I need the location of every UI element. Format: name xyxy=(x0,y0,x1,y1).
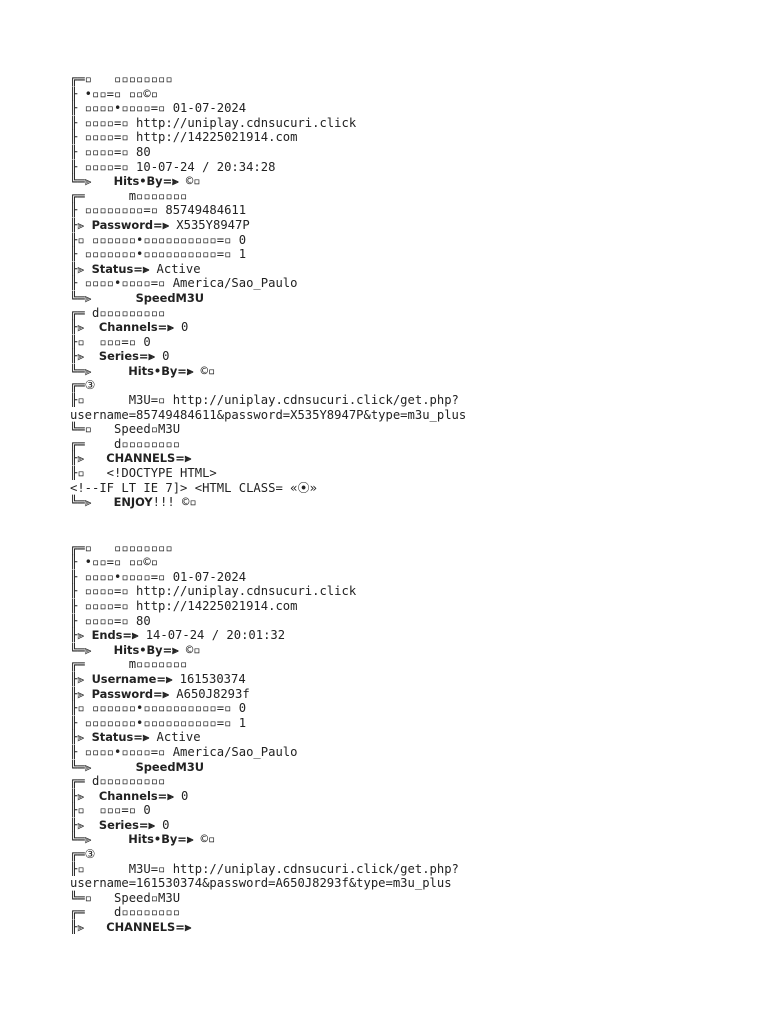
text-line xyxy=(70,701,760,716)
text-line xyxy=(70,832,760,847)
line-text: ╟⫸ xyxy=(70,628,92,643)
line-value: Active xyxy=(149,730,201,745)
line-text: ╚═⫸ xyxy=(70,495,114,510)
line-text: ╟ ▫▫▫▫=▫ http://14225021914.com xyxy=(70,130,298,145)
line-text: ╚═⫸ xyxy=(70,174,114,189)
text-line xyxy=(70,716,760,731)
line-text: ╚═⫸ xyxy=(70,290,136,305)
text-line xyxy=(70,481,760,496)
line-label-bold: CHANNELS=⫸ xyxy=(106,451,192,466)
line-text: ╟ ▫▫▫▫=▫ http://14225021914.com xyxy=(70,598,298,613)
line-text: ╟⫸ xyxy=(70,349,99,364)
line-value: ©▫ xyxy=(178,642,201,657)
line-text: ╟⫸ xyxy=(70,451,107,466)
line-text: ╟ ▫▫▫▫•▫▫▫▫=▫ 01-07-2024 xyxy=(70,569,247,584)
line-value: 0 xyxy=(154,349,170,364)
document-body xyxy=(70,72,760,935)
line-text: ╟▫ <!DOCTYPE HTML> xyxy=(70,466,217,481)
line-label-bold: SpeedM3U xyxy=(135,290,205,305)
line-text: ╟⫸ xyxy=(70,920,107,935)
text-line xyxy=(70,349,760,364)
line-label-bold: Password=⫸ xyxy=(91,217,169,232)
text-line xyxy=(70,116,760,131)
line-text: ╟ •▫▫=▫ ▫▫©▫ xyxy=(70,86,159,101)
text-line xyxy=(70,584,760,599)
text-line xyxy=(70,745,760,760)
text-line xyxy=(70,803,760,818)
text-line xyxy=(70,657,760,672)
text-line xyxy=(70,101,760,116)
text-line xyxy=(70,920,760,935)
text-line xyxy=(70,422,760,437)
line-text: ╔═ d▫▫▫▫▫▫▫▫▫ xyxy=(70,774,166,789)
line-text: ╟ ▫▫▫▫•▫▫▫▫=▫ America/Sao_Paulo xyxy=(70,276,298,291)
line-text: ╔═③ xyxy=(70,847,96,862)
text-line xyxy=(70,233,760,248)
line-text: ╟ ▫▫▫▫▫▫▫▫=▫ 85749484611 xyxy=(70,203,247,218)
text-line xyxy=(70,876,760,891)
text-line xyxy=(70,276,760,291)
line-text: ╚═⫸ xyxy=(70,363,129,378)
line-label-bold: Hits•By=⫸ xyxy=(113,642,179,657)
line-label-bold: Status=⫸ xyxy=(91,730,150,745)
line-text: ╟ ▫▫▫▫•▫▫▫▫=▫ 01-07-2024 xyxy=(70,101,247,116)
line-label-bold: SpeedM3U xyxy=(135,759,205,774)
line-label-bold: Hits•By=⫸ xyxy=(128,363,194,378)
line-text: username=85749484611&password=X535Y8947P&type=m3u_plus xyxy=(70,407,467,422)
line-text: ╔═▫ ▫▫▫▫▫▫▫▫ xyxy=(70,72,173,86)
line-text: ╔═ d▫▫▫▫▫▫▫▫ xyxy=(70,905,181,920)
line-label-bold: Series=⫸ xyxy=(98,349,155,364)
line-value: ©▫ xyxy=(193,363,216,378)
text-line xyxy=(70,364,760,379)
line-text: ╚═⫸ xyxy=(70,759,136,774)
line-text: ╔═▫ ▫▫▫▫▫▫▫▫ xyxy=(70,540,173,555)
text-line xyxy=(70,451,760,466)
line-text: ╟ ▫▫▫▫•▫▫▫▫=▫ America/Sao_Paulo xyxy=(70,744,298,759)
text-line xyxy=(70,599,760,614)
account-block xyxy=(70,541,760,935)
block-separator xyxy=(70,510,760,525)
line-text: ╟▫ ▫▫▫=▫ 0 xyxy=(70,803,151,818)
text-line xyxy=(70,774,760,789)
line-value: Active xyxy=(149,261,201,276)
line-label-bold: Ends=⫸ xyxy=(91,628,139,643)
text-line xyxy=(70,393,760,408)
text-line xyxy=(70,760,760,775)
text-line xyxy=(70,130,760,145)
text-line xyxy=(70,570,760,585)
line-text: ╟▫ ▫▫▫▫▫▫•▫▫▫▫▫▫▫▫▫▫=▫ 0 xyxy=(70,701,247,716)
line-value: 0 xyxy=(173,788,189,803)
line-label-bold: Hits•By=⫸ xyxy=(128,832,194,847)
line-text: ╟▫ ▫▫▫▫▫▫•▫▫▫▫▫▫▫▫▫▫=▫ 0 xyxy=(70,232,247,247)
text-line xyxy=(70,672,760,687)
line-text: ╟ ▫▫▫▫=▫ 80 xyxy=(70,613,151,628)
line-value: X535Y8947P xyxy=(168,217,250,232)
line-label-bold: Channels=⫸ xyxy=(98,320,174,335)
text-line xyxy=(70,262,760,277)
text-line xyxy=(70,291,760,306)
line-value: 0 xyxy=(154,817,170,832)
line-label-bold: Password=⫸ xyxy=(91,686,169,701)
text-line xyxy=(70,87,760,102)
text-line xyxy=(70,160,760,175)
line-text: ╟⫸ xyxy=(70,261,92,276)
line-text: ╚═▫ Speed▫M3U xyxy=(70,422,181,437)
line-text: ╟▫ ▫▫▫=▫ 0 xyxy=(70,334,151,349)
line-text: username=161530374&password=A650J8293f&type=m3u_plus xyxy=(70,876,452,891)
text-line xyxy=(70,437,760,452)
text-line xyxy=(70,335,760,350)
line-value: 0 xyxy=(173,320,189,335)
line-text: ╟⫸ xyxy=(70,817,99,832)
text-line xyxy=(70,189,760,204)
text-line xyxy=(70,247,760,262)
line-label-bold: Series=⫸ xyxy=(98,817,155,832)
text-line xyxy=(70,203,760,218)
line-value: 161530374 xyxy=(172,671,246,686)
line-label-bold: Channels=⫸ xyxy=(98,788,174,803)
line-text: ╟ ▫▫▫▫=▫ 10-07-24 / 20:34:28 xyxy=(70,159,276,174)
text-line xyxy=(70,730,760,745)
line-text: ╟ ▫▫▫▫=▫ http://uniplay.cdnsucuri.click xyxy=(70,115,357,130)
line-value: ©▫ xyxy=(178,174,201,189)
line-text: ╔═ m▫▫▫▫▫▫▫ xyxy=(70,657,188,672)
line-text: ╟▫ M3U=▫ http://uniplay.cdnsucuri.click/get.php? xyxy=(70,393,459,408)
line-label-bold: ENJOY xyxy=(113,495,153,510)
text-line xyxy=(70,555,760,570)
text-line xyxy=(70,905,760,920)
line-text: ╟⫸ xyxy=(70,320,99,335)
line-text: ╟ ▫▫▫▫▫▫▫•▫▫▫▫▫▫▫▫▫▫=▫ 1 xyxy=(70,247,247,262)
line-label-bold: Username=⫸ xyxy=(91,671,173,686)
line-text: ╟ ▫▫▫▫▫▫▫•▫▫▫▫▫▫▫▫▫▫=▫ 1 xyxy=(70,715,247,730)
line-label-bold: CHANNELS=⫸ xyxy=(106,920,192,935)
line-text: ╔═ m▫▫▫▫▫▫▫ xyxy=(70,188,188,203)
line-text: ╟ •▫▫=▫ ▫▫©▫ xyxy=(70,555,159,570)
line-label-bold: Hits•By=⫸ xyxy=(113,174,179,189)
text-line xyxy=(70,320,760,335)
line-text: ╟⫸ xyxy=(70,671,92,686)
line-value: A650J8293f xyxy=(168,686,250,701)
text-line xyxy=(70,466,760,481)
text-line xyxy=(70,643,760,658)
text-line xyxy=(70,628,760,643)
text-line xyxy=(70,145,760,160)
line-text: ╔═ d▫▫▫▫▫▫▫▫▫ xyxy=(70,305,166,320)
account-block xyxy=(70,72,760,510)
line-text: ╟⫸ xyxy=(70,217,92,232)
text-line xyxy=(70,789,760,804)
line-value: !!! ©▫ xyxy=(152,495,197,510)
line-text: ╟▫ M3U=▫ http://uniplay.cdnsucuri.click/get.php? xyxy=(70,861,459,876)
line-text: ╚═▫ Speed▫M3U xyxy=(70,890,181,905)
line-value: 14-07-24 / 20:01:32 xyxy=(138,628,286,643)
text-line xyxy=(70,891,760,906)
text-line xyxy=(70,495,760,510)
text-line xyxy=(70,174,760,189)
line-text: ╟⫸ xyxy=(70,788,99,803)
text-line xyxy=(70,847,760,862)
line-text: ╟⫸ xyxy=(70,730,92,745)
text-line xyxy=(70,306,760,321)
text-line xyxy=(70,687,760,702)
line-text: ╟⫸ xyxy=(70,686,92,701)
line-text: ╔═ d▫▫▫▫▫▫▫▫ xyxy=(70,436,181,451)
block-separator xyxy=(70,525,760,540)
text-line xyxy=(70,72,760,87)
line-text: ╚═⫸ xyxy=(70,642,114,657)
text-line xyxy=(70,862,760,877)
text-line xyxy=(70,614,760,629)
line-text: ╟ ▫▫▫▫=▫ http://uniplay.cdnsucuri.click xyxy=(70,584,357,599)
text-line xyxy=(70,541,760,556)
text-line xyxy=(70,218,760,233)
line-value: ©▫ xyxy=(193,832,216,847)
line-text: <!--IF LT IE 7]> <HTML CLASS= «⦿» xyxy=(70,480,317,495)
line-text: ╚═⫸ xyxy=(70,832,129,847)
line-text: ╟ ▫▫▫▫=▫ 80 xyxy=(70,144,151,159)
line-label-bold: Status=⫸ xyxy=(91,261,150,276)
text-line xyxy=(70,378,760,393)
text-line xyxy=(70,408,760,423)
text-line xyxy=(70,818,760,833)
line-text: ╔═③ xyxy=(70,378,96,393)
